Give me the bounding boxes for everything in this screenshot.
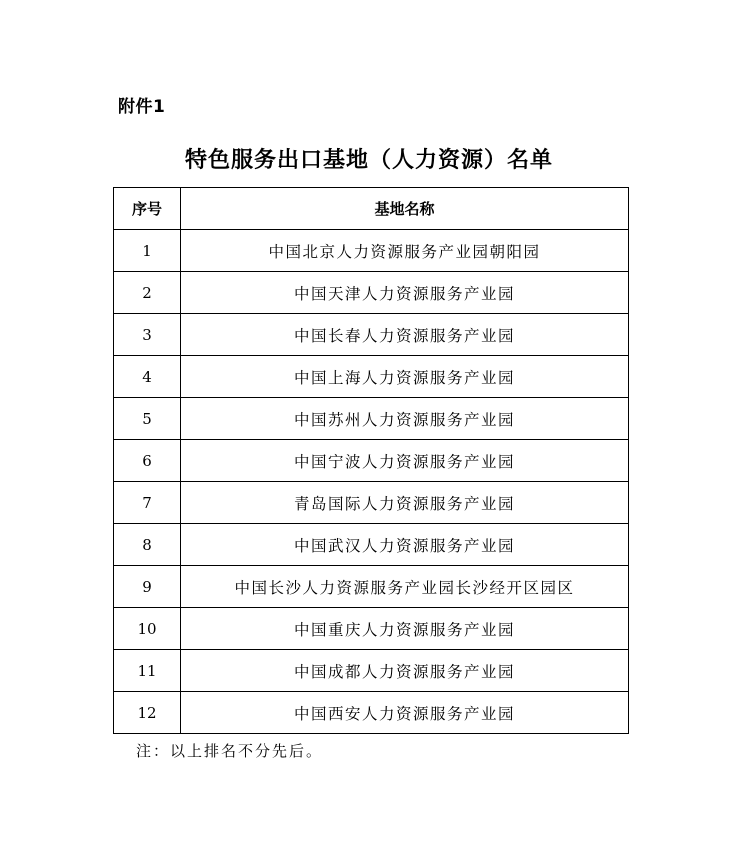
table-row	[114, 398, 629, 440]
row-base-name: 中国北京人力资源服务产业园朝阳园	[181, 230, 629, 272]
row-base-name: 中国宁波人力资源服务产业园	[181, 440, 629, 482]
table-row	[114, 608, 629, 650]
header-serial-number: 序号	[114, 188, 181, 230]
row-base-name: 中国武汉人力资源服务产业园	[181, 524, 629, 566]
row-number: 4	[114, 356, 181, 398]
row-base-name: 中国长春人力资源服务产业园	[181, 314, 629, 356]
row-base-name: 中国重庆人力资源服务产业园	[181, 608, 629, 650]
table-row	[114, 566, 629, 608]
row-number: 11	[114, 650, 181, 692]
row-number: 8	[114, 524, 181, 566]
row-base-name: 中国成都人力资源服务产业园	[181, 650, 629, 692]
row-base-name: 中国长沙人力资源服务产业园长沙经开区园区	[181, 566, 629, 608]
row-number: 1	[114, 230, 181, 272]
table-row	[114, 440, 629, 482]
row-number: 7	[114, 482, 181, 524]
row-base-name: 中国上海人力资源服务产业园	[181, 356, 629, 398]
document-title: 特色服务出口基地（人力资源）名单	[184, 148, 553, 173]
header-base-name: 基地名称	[181, 188, 629, 230]
row-base-name: 中国西安人力资源服务产业园	[181, 692, 629, 734]
row-number: 5	[114, 398, 181, 440]
table-row	[114, 272, 629, 314]
table-header-row	[114, 188, 629, 230]
row-number: 9	[114, 566, 181, 608]
attachment-label: 附件1	[118, 97, 166, 117]
row-base-name: 中国苏州人力资源服务产业园	[181, 398, 629, 440]
row-number: 2	[114, 272, 181, 314]
row-number: 10	[114, 608, 181, 650]
table-row	[114, 230, 629, 272]
row-number: 6	[114, 440, 181, 482]
table-row	[114, 314, 629, 356]
table-row	[114, 524, 629, 566]
row-number: 12	[114, 692, 181, 734]
table-row	[114, 692, 629, 734]
row-base-name: 青岛国际人力资源服务产业园	[181, 482, 629, 524]
row-number: 3	[114, 314, 181, 356]
table-row	[114, 650, 629, 692]
table-row	[114, 356, 629, 398]
row-base-name: 中国天津人力资源服务产业园	[181, 272, 629, 314]
table-row	[114, 482, 629, 524]
footnote: 注：以上排名不分先后。	[136, 742, 324, 760]
base-list-table	[113, 187, 629, 734]
